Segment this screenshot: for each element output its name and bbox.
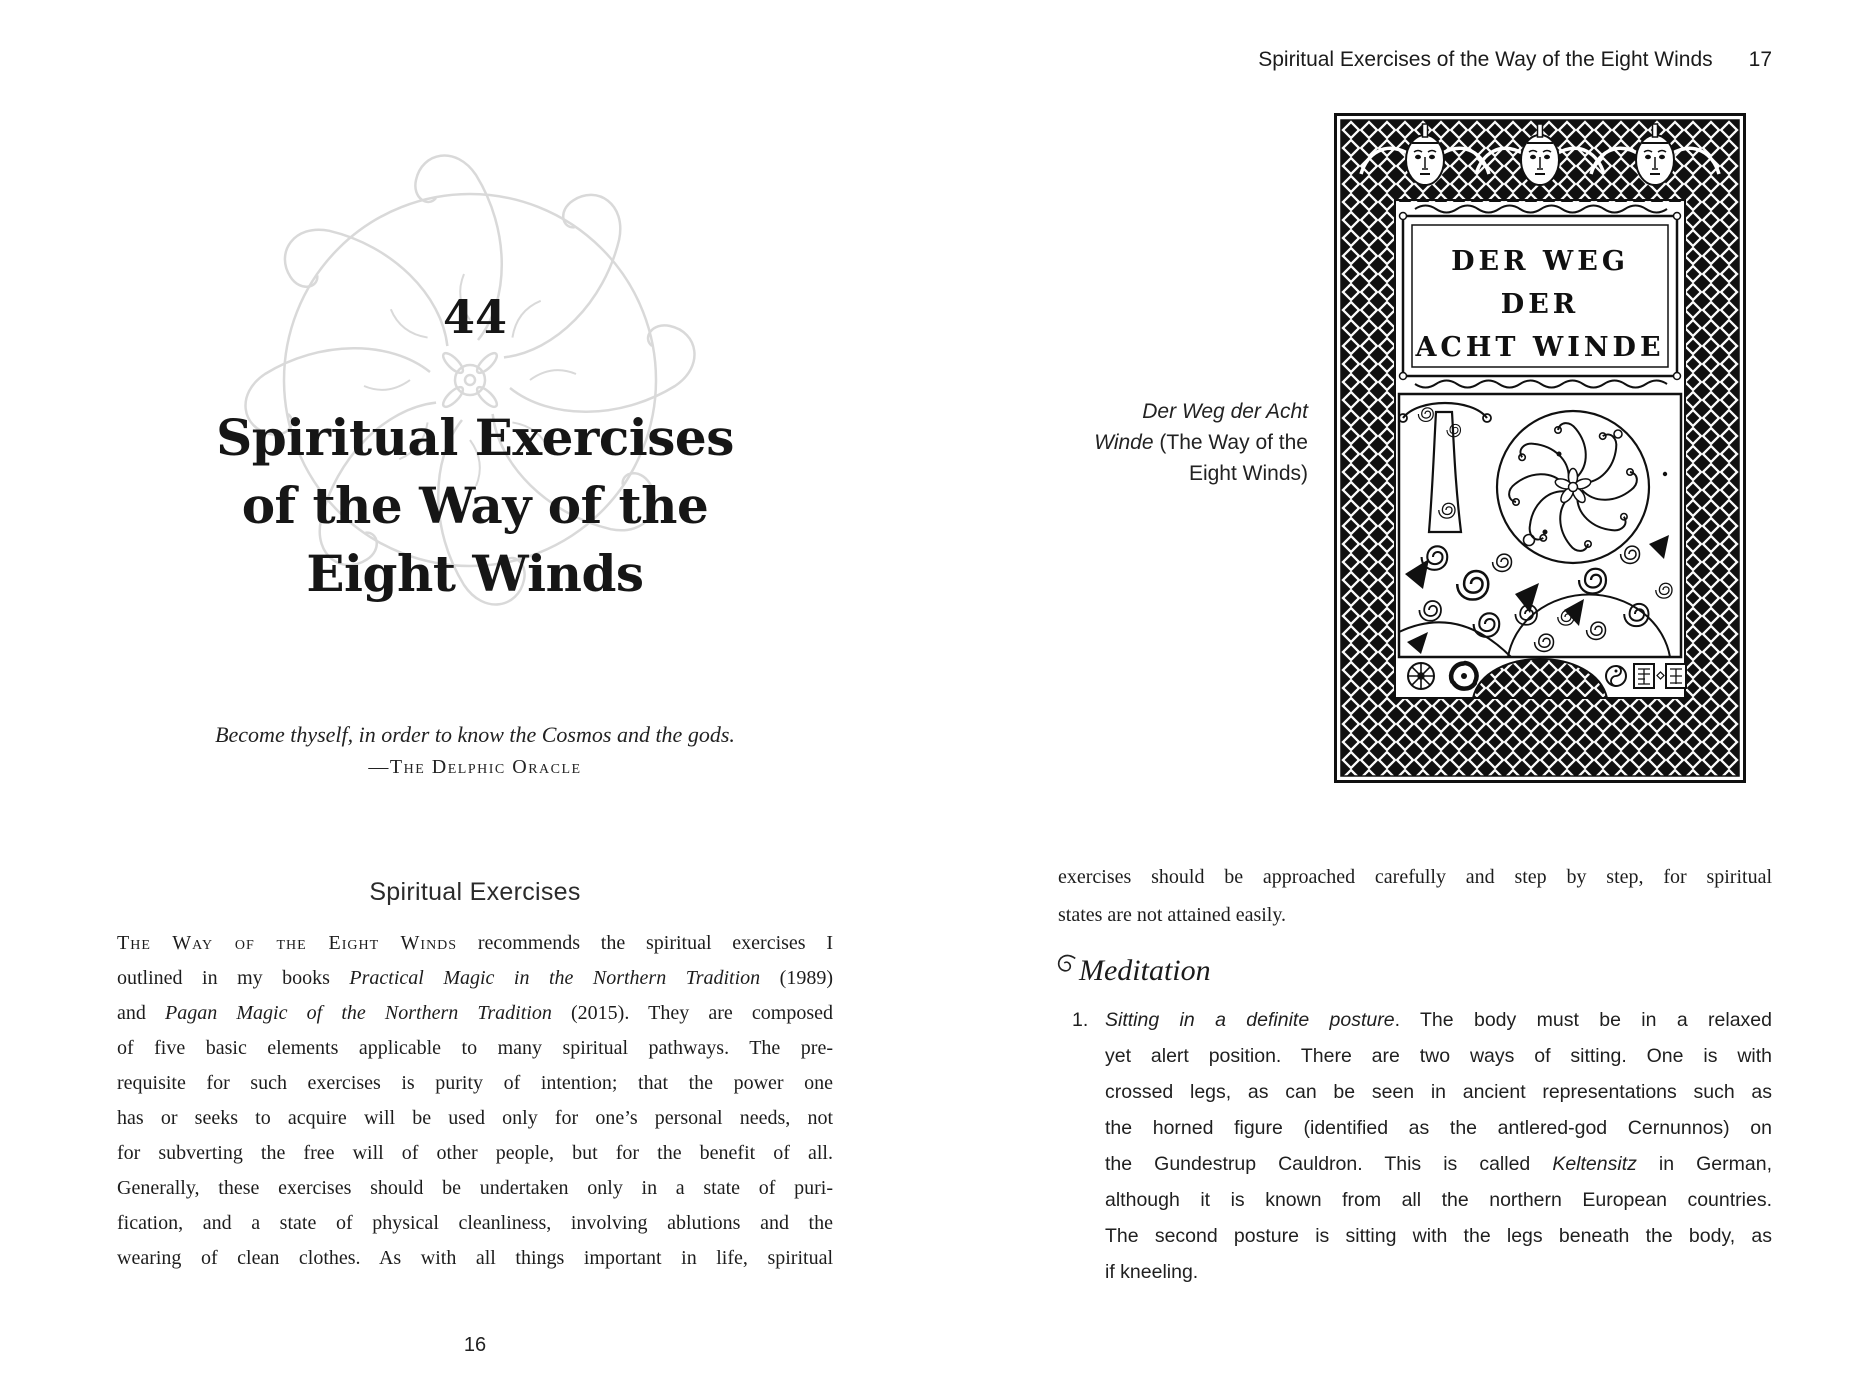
chapter-title [87, 404, 863, 608]
text-line: The Way of the Eight Winds recommends the spiritual exercises I [117, 932, 833, 954]
text-line: for subverting the free will of other people, but for the benefit of all. [117, 1142, 833, 1164]
plate-title-line: ACHT WINDE [1415, 332, 1665, 363]
text-line: The second posture is sitting with the legs beneath the body, as [1105, 1225, 1772, 1247]
list-item-body [1105, 1002, 1772, 1290]
running-head [1258, 48, 1772, 72]
chapter-number: 44 [442, 290, 507, 344]
text-line: Eight Winds) [1188, 462, 1308, 485]
text-line: Generally, these exercises should be undertaken only in a state of puri- [117, 1177, 833, 1199]
section-heading: Spiritual Exercises [369, 878, 581, 906]
rune-sigil-icon [1634, 664, 1654, 688]
text-line: wearing of clean clothes. As with all things important in life, spiritual [117, 1247, 833, 1269]
chapter-title-line: Spiritual Exercises [216, 408, 734, 467]
chapter-title-line: of the Way of the [241, 476, 709, 535]
rune-sigil-icon [1666, 664, 1686, 688]
text-line: the Gundestrup Cauldron. This is called Keltensitz in German, [1105, 1153, 1772, 1175]
text-line: Sitting in a definite posture. The body must be in a relaxed [1105, 1009, 1772, 1031]
text-line: requisite for such exercises is purity of intention; that the power one [117, 1072, 833, 1094]
text-line: outlined in my books Practical Magic in the Northern Tradition (1989) [117, 967, 833, 989]
page-number-right: 17 [1748, 48, 1772, 71]
plate-caption [1030, 396, 1308, 489]
epigraph-attribution: —The Delphic Oracle [368, 756, 582, 778]
chapter-title-line: Eight Winds [306, 544, 644, 603]
text-line: yet alert position. There are two ways of sitting. One is with [1105, 1045, 1772, 1067]
text-line: although it is known from all the northern European countries. [1105, 1189, 1772, 1211]
page-number-left: 16 [463, 1334, 487, 1356]
triskelion-icon [1446, 662, 1476, 693]
text-line: the horned figure (identified as the antlered-god Cernunnos) on [1105, 1117, 1772, 1139]
text-line: and Pagan Magic of the Northern Tradition (2015). They are composed [117, 1002, 833, 1024]
text-line: Winde (The Way of the [1094, 431, 1308, 454]
diamond-mark-icon [1657, 672, 1664, 679]
leaf-ornament-icon [1056, 948, 1078, 982]
plate-title-line: DER [1500, 289, 1580, 320]
meditation-heading [1056, 948, 1211, 988]
text-line: of five basic elements applicable to many spiritual pathways. The pre- [117, 1037, 833, 1059]
plate-title-line: DER WEG [1451, 246, 1629, 277]
right-body-paragraph [1058, 858, 1772, 934]
text-line: fication, and a state of physical cleanliness, involving ablutions and the [117, 1212, 833, 1234]
text-line: Der Weg der Acht [1142, 400, 1308, 423]
text-line: exercises should be approached carefully and step by step, for spiritual [1058, 866, 1772, 888]
running-head-title: Spiritual Exercises of the Way of the Eight Winds [1258, 48, 1713, 71]
spiral-roundel-icon [1606, 666, 1626, 686]
text-line: if kneeling. [1105, 1261, 1199, 1283]
epigraph-quote: Become thyself, in order to know the Cosmos and the gods. [215, 722, 735, 747]
list-item-number: 1. [1072, 1009, 1089, 1031]
meditation-heading-text: Meditation [1079, 954, 1211, 987]
text-line: states are not attained easily. [1058, 904, 1287, 926]
eight-spoked-wheel-icon [1408, 663, 1434, 689]
numbered-list-item [1058, 1002, 1772, 1290]
celtic-plate-illustration [1333, 112, 1747, 784]
left-body-paragraph [117, 926, 833, 1276]
text-line: crossed legs, as can be seen in ancient representations such as [1105, 1081, 1772, 1103]
text-line: has or seeks to acquire will be used only for one’s personal needs, not [117, 1107, 833, 1129]
